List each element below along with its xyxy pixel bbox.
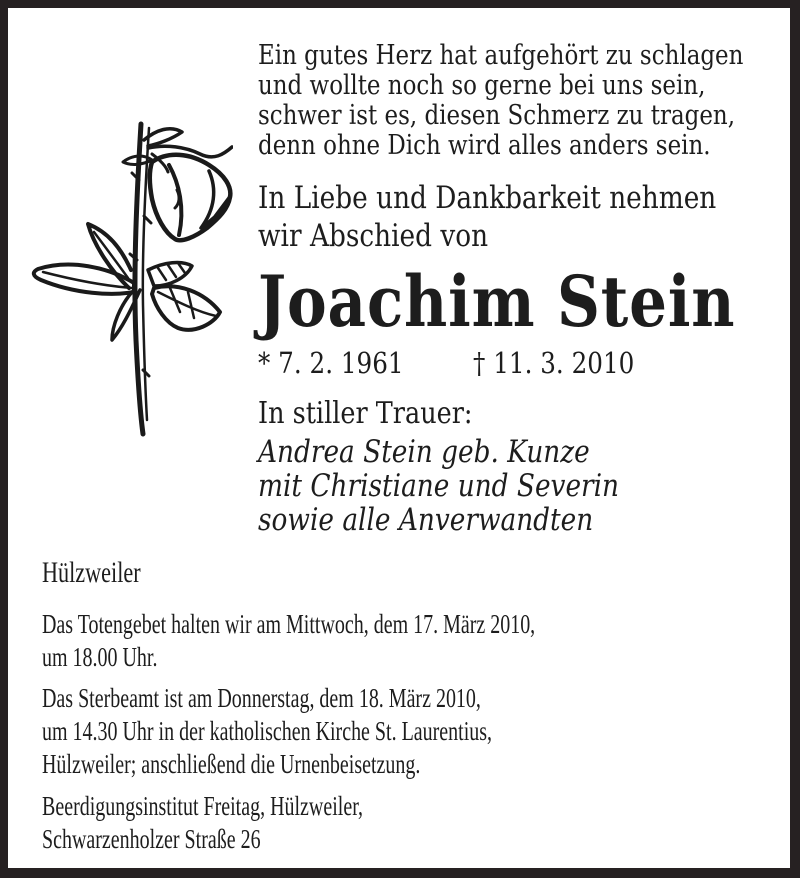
mourning-heading: In stiller Trauer: — [258, 396, 473, 431]
verse-text: Ein gutes Herz hat aufgehört zu schlagen und wollte noch so gerne bei uns sein, schwer ist es, diesen Schmerz zu tragen, denn ohne Dich wird alles anders sein. — [258, 40, 744, 161]
intro-text: In Liebe und Dankbarkeit nehmen wir Abschied von — [258, 180, 717, 254]
bottom-column — [42, 8, 797, 878]
place-name: Hülzweiler — [42, 556, 141, 589]
mourners-text: Andrea Stein geb. Kunze mit Christiane und Severin sowie alle Anverwandten — [258, 434, 620, 538]
deceased-name: Joachim Stein — [258, 260, 736, 343]
funeral-home-text: Beerdigungsinstitut Freitag, Hülzweiler, Schwarzenholzer Straße 26 — [42, 791, 364, 854]
death-date: † 11. 3. 2010 — [473, 346, 635, 380]
birth-date: * 7. 2. 1961 — [258, 346, 404, 380]
sterbeamt-announcement: Das Sterbeamt ist am Donnerstag, dem 18. März 2010, um 14.30 Uhr in der katholischen Kirche St. Laurentius, Hülzweiler; anschließend die Urnenbeisetzung. — [42, 683, 493, 779]
totengebet-announcement: Das Totengebet halten wir am Mittwoch, dem 17. März 2010, um 18.00 Uhr. — [42, 609, 536, 672]
